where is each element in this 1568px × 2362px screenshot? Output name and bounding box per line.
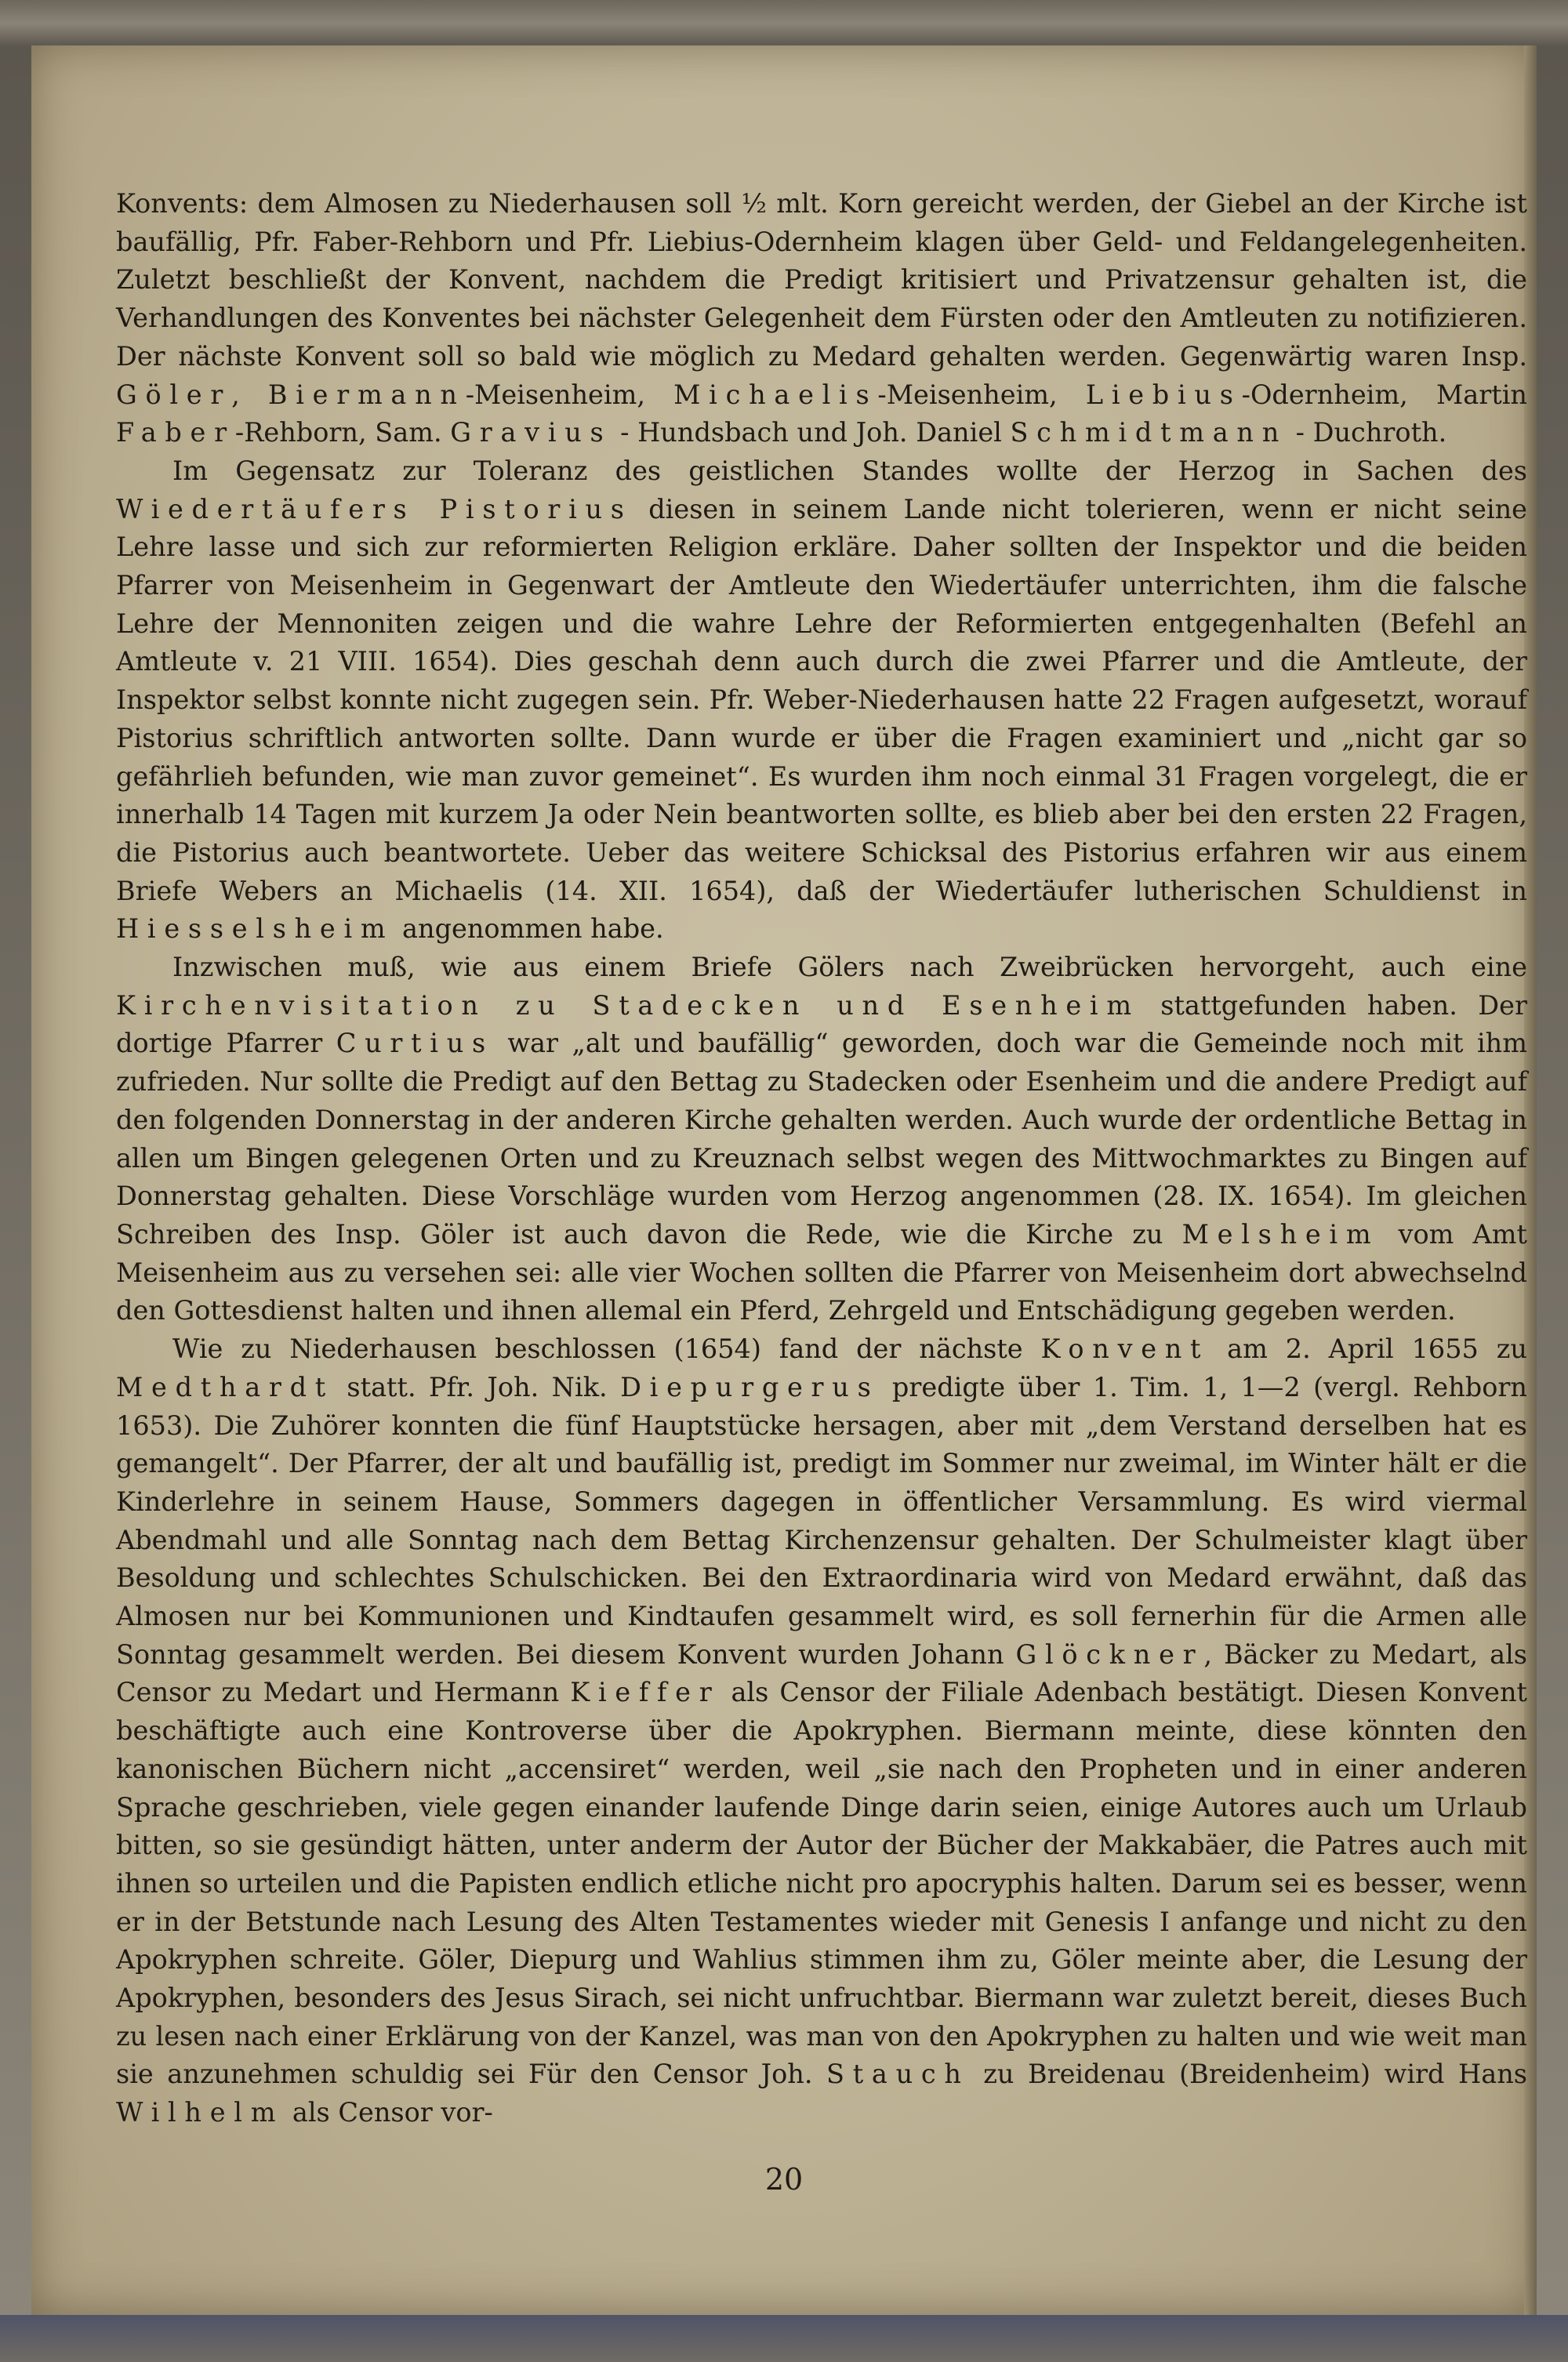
paragraph-3: Inzwischen muß, wie aus einem Briefe Gölers nach Zweibrücken hervorgeht, auch eine Kirchenvisitation zu Stadecken und Esenheim stattgefunden haben. Der dortige Pfarrer Curtius war „alt und baufällig“ geworden, doch war die Gemeinde noch mit ihm zufrieden. Nur sollte die Predigt auf den Bettag zu Stadecken oder Esenheim und die andere Predigt auf den folgenden Donnerstag in der anderen Kirche gehalten werden. Auch wurde der ordentliche Bettag in allen um Bingen gelegenen Orten und zu Kreuznach selbst wegen des Mittwochmarktes zu Bingen auf Donnerstag gehalten. Diese Vorschläge wurden vom Herzog angenommen (28. IX. 1654). Im gleichen Schreiben des Insp. Göler ist auch davon die Rede, wie die Kirche zu Melsheim vom Amt Meisenheim aus zu versehen sei: alle vier Wochen sollten die Pfarrer von Meisenheim dort abwechselnd den Gottesdienst halten und ihnen allemal ein Pferd, Zehrgeld und Entschädigung gegeben werden. (116, 952, 1528, 1326)
paragraph-4: Wie zu Niederhausen beschlossen (1654) fand der nächste Konvent am 2. April 1655 zu Medthardt statt. Pfr. Joh. Nik. Diepurgerus predigte über 1. Tim. 1, 1—2 (vergl. Rehborn 1653). Die Zuhörer konnten die fünf Hauptstücke hersagen, aber mit „dem Verstand derselben hat es gemangelt“. Der Pfarrer, der alt und baufällig ist, predigt im Sommer nur zweimal, im Winter hält er die Kinderlehre in seinem Hause, Sommers dagegen in öffentlicher Versammlung. Es wird viermal Abendmahl und alle Sonntag nach dem Bettag Kirchenzensur gehalten. Der Schulmeister klagt über Besoldung und schlechtes Schulschicken. Bei den Extraordinaria wird von Medard erwähnt, daß das Almosen nur bei Kommunionen und Kindtaufen gesammelt wird, es soll fernerhin für die Armen alle Sonntag gesammelt werden. Bei diesem Konvent wurden Johann Glöckner, Bäcker zu Medart, als Censor zu Medart und Hermann Kieffer als Censor der Filiale Adenbach bestätigt. Diesen Konvent beschäftigte auch eine Kontroverse über die Apokryphen. Biermann meinte, diese könnten den kanonischen Büchern nicht „accensiret“ werden, weil „sie nach den Propheten und in einer anderen Sprache geschrieben, viele gegen einander laufende Dinge darin seien, einige Autores auch um Urlaub bitten, so sie gesündigt hätten, unter anderm der Autor der Bücher der Makkabäer, die Patres auch mit ihnen so urteilen und die Papisten endlich etliche nicht pro apocryphis halten. Darum sei es besser, wenn er in der Betstunde nach Lesung des Alten Testamentes wieder mit Genesis I anfange und nicht zu den Apokryphen schreite. Göler, Diepurg und Wahlius stimmen ihm zu, Göler meinte aber, die Lesung der Apokryphen, besonders des Jesus Sirach, sei nicht unfruchtbar. Biermann war zuletzt bereit, dieses Buch zu lesen nach einer Erklärung von der Kanzel, was man von den Apokryphen zu halten und wie weit man sie anzunehmen schuldig sei Für den Censor Joh. Stauch zu Breidenau (Breidenheim) wird Hans Wilhelm als Censor vor- (116, 1333, 1527, 2128)
book-page (31, 45, 1537, 2315)
page-number: 20 (764, 2162, 804, 2197)
paragraph-2: Im Gegensatz zur Toleranz des geistlichen Standes wollte der Herzog in Sachen des Wiedertäufers Pistorius diesen in seinem Lande nicht tolerieren, wenn er nicht seine Lehre lasse und sich zur reformierten Religion erkläre. Daher sollten der Inspektor und die beiden Pfarrer von Meisenheim in Gegenwart der Amtleute den Wiedertäufer unterrichten, ihm die falsche Lehre der Mennoniten zeigen und die wahre Lehre der Reformierten entgegenhalten (Befehl an Amtleute v. 21 VIII. 1654). Dies geschah denn auch durch die zwei Pfarrer und die Amtleute, der Inspektor selbst konnte nicht zugegen sein. Pfr. Weber-Niederhausen hatte 22 Fragen aufgesetzt, worauf Pistorius schriftlich antworten sollte. Dann wurde er über die Fragen examiniert und „nicht gar so gefährlieh befunden, wie man zuvor gemeinet“. Es wurden ihm noch einmal 31 Fragen vorgelegt, die er innerhalb 14 Tagen mit kurzem Ja oder Nein beantworten sollte, es blieb aber bei den ersten 22 Fragen, die Pistorius auch beantwortete. Ueber das weitere Schicksal des Pistorius erfahren wir aus einem Briefe Webers an Michaelis (14. XII. 1654), daß der Wiedertäufer lutherischen Schuldienst in Hiesselsheim angenommen habe. (116, 455, 1528, 945)
paragraph-1: Konvents: dem Almosen zu Niederhausen soll ½ mlt. Korn gereicht werden, der Giebel an der Kirche ist baufällig, Pfr. Faber-Rehborn und Pfr. Liebius-Odernheim klagen über Geld- und Feldangelegenheiten. Zuletzt beschließt der Konvent, nachdem die Predigt kritisiert und Privatzensur gehalten ist, die Verhandlungen des Konventes bei nächster Gelegenheit dem Fürsten oder den Amtleuten zu notifizieren. Der nächste Konvent soll so bald wie möglich zu Medard gehalten werden. Gegenwärtig waren Insp. Göler, Biermann-Meisenheim, Michaelis-Meisenheim, Liebius-Odernheim, Martin Faber-Rehborn, Sam. Gravius - Hundsbach und Joh. Daniel Schmidtmann - Duchroth. (116, 188, 1527, 448)
body-text (116, 185, 1527, 2132)
book-cover-edge (0, 2315, 1568, 2362)
